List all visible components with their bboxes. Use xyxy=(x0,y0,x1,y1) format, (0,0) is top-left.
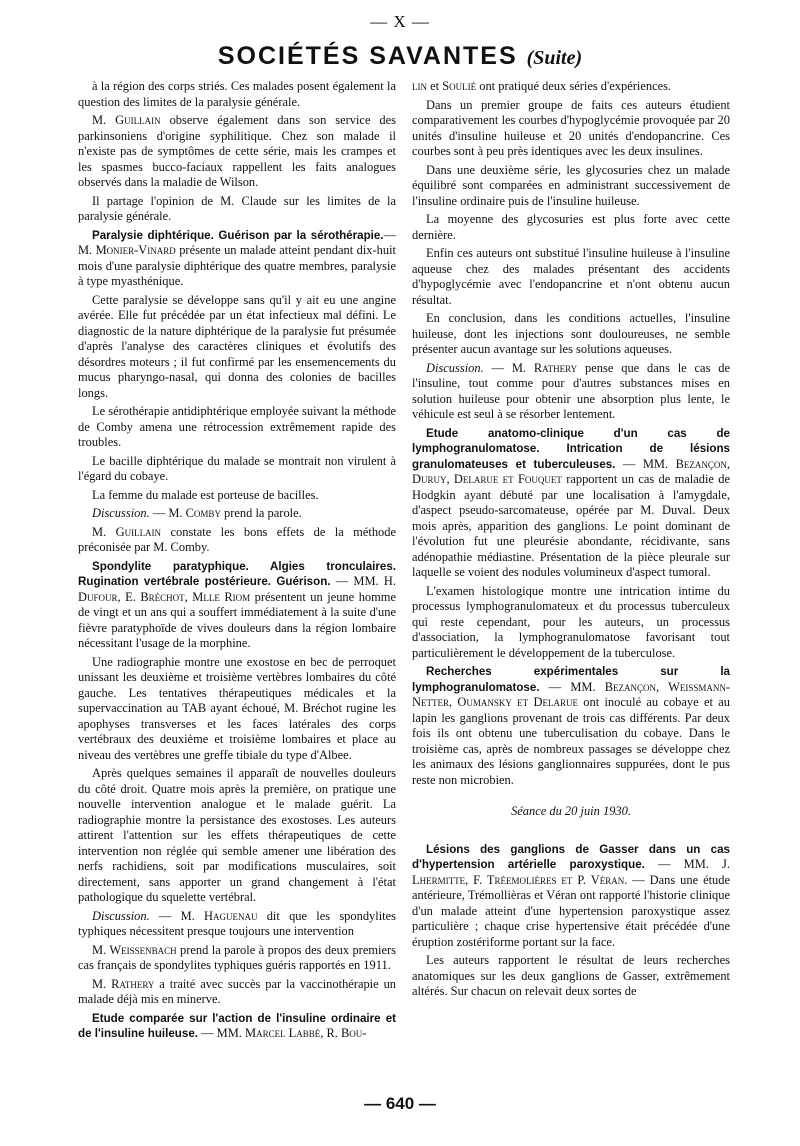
author-names: M. Rathery xyxy=(92,976,155,991)
left-paragraph xyxy=(78,1011,396,1042)
session-date: Séance du 20 juin 1930. xyxy=(511,804,631,818)
title-text: SOCIÉTÉS SAVANTES xyxy=(217,42,518,70)
page-number: — 640 — xyxy=(364,1094,436,1113)
discussion-label: Discussion. xyxy=(426,360,484,375)
section-heading: Spondylite paratyphique. Algies tronculaires. Rugination vertébrale postérieure. Guérison. xyxy=(78,559,396,588)
section-heading: Etude comparée sur l'action de l'insuline ordinaire et de l'insuline huileuse. xyxy=(78,1011,396,1040)
left-paragraph xyxy=(78,488,396,504)
paragraph-text: Les auteurs rapportent le résultat de leurs recherches anatomiques sur les deux ganglions de Gasser, extrêmement altérés. Sur chacun on relevait deux sortes de xyxy=(412,953,730,998)
right-paragraph xyxy=(412,584,730,662)
paragraph-text: pense que dans le cas de l'insuline, tout comme pour d'autres substances mises en solution huileuse pour obtenir une absorption plus lente, le véhicule est seul à se résorber lentement. xyxy=(412,360,730,421)
left-paragraph xyxy=(78,909,396,940)
left-paragraph xyxy=(78,113,396,191)
right-paragraph xyxy=(412,246,730,308)
right-paragraph xyxy=(412,163,730,210)
author-names: — M. Monier-Vinard xyxy=(78,227,396,257)
paragraph-text: — Dans une étude antérieure, Trémollièras et Véran ont rapporté l'historie clinique d'un malade atteint d'une hypertension paroxystique assez particulière ; chaque crise hypertensive était précédée d'une éruption zostériforme portant sur la face. xyxy=(412,872,730,949)
paragraph-text: La moyenne des glycosuries est plus forte avec cette dernière. xyxy=(412,212,730,242)
discussion-label: Discussion. xyxy=(92,908,150,923)
section-heading: Paralysie diphtérique. Guérison par la sérothérapie. xyxy=(92,228,384,242)
paragraph-text: dit que les spondylites typhiques nécessitent presque toujours une intervention xyxy=(78,908,396,938)
page-folio: — X — xyxy=(370,12,430,31)
left-paragraph xyxy=(78,454,396,485)
left-paragraph xyxy=(78,977,396,1008)
paragraph-text: et xyxy=(427,79,443,93)
paragraph-text: Une radiographie montre une exostose en bec de perroquet unissant les deuxième et troisième vertèbres lombaires du côté gauche. Les tentatives thérapeutiques médicales et la supervaccination au TAB ayant échoué, M. Bréchot rugine les apophyses transverses et les faces latérales des corps vertébraux des deuxième et troisième lombaires et place au niveau des vertèbres une greffe tibiale du type d'Albee. xyxy=(78,654,396,762)
author-names: Soulié xyxy=(442,79,477,93)
paragraph-text: présentent un jeune homme de vingt et un ans qui a souffert immédiatement à la suite d'une fièvre paratyphoïde de vives douleurs dans la région lombaire nécessitant l'usage de la morphine. xyxy=(78,589,396,650)
paragraph-text: ont pratiqué deux séries d'expériences. xyxy=(476,79,672,93)
author-names: — MM. J. Lhermitte, F. Tréemolières et P. Véran. xyxy=(412,857,730,887)
author-names: — MM. Bezançon, Duruy, Delarue et Fouquet xyxy=(412,456,730,486)
paragraph-text: Il partage l'opinion de M. Claude sur les limites de la paralysie générale. xyxy=(78,193,396,223)
right-paragraph xyxy=(412,842,730,951)
paragraph-text: rapportent un cas de maladie de Hodgkin ayant débuté par une localisation à l'amygdale, d'aspect pseudo-sarcomateuse, opérée par M. Duval. Deux mois après, apparition des ganglions. Le point dominant de l'évolution fut une pleurésie abondante, récidivante, sans adénopathie médiastine. Présentation de la pièce pleurale sur laquelle se voient des nodules volumineux d'aspect tumoral. xyxy=(412,472,730,579)
right-paragraph xyxy=(412,953,730,1000)
section-heading: Recherches expérimentales sur la lymphogranulomatose. xyxy=(412,665,730,694)
paragraph-text: observe également dans son service des parkinsoniens d'origine syphilitique. Chez son malade il n'existe pas de symptômes de cette série, mais les crampes et les spasmes bucco-faciaux rappellent les faits analogues observés dans la maladie de Wilson. xyxy=(78,113,396,189)
paragraph-text: Cette paralysie se développe sans qu'il y ait eu une angine avérée. Elle fut précédée par un état infectieux mal défini. Le diagnostic de la nature diphtérique de la paralysie fut présumée d'après l'analyse des caractères cliniques et évolutifs des désordres moteurs ; il fut confirmé par les ensemencements du mucus pharyngo-nasal, qui donna des colonies de bacilles longs. xyxy=(78,292,396,400)
author-names: — M. Haguenau xyxy=(149,908,258,923)
left-paragraph xyxy=(78,766,396,906)
paragraph-text: Le bacille diphtérique du malade se montrait non virulent à l'égard du cobaye. xyxy=(78,453,396,483)
paragraph-text: En conclusion, dans les conditions actuelles, l'insuline huileuse, dont les injections sont douloureuses, ne semble présenter aucun avantage sur les solutions aqueuses. xyxy=(412,311,730,356)
paragraph-text: Enfin ces auteurs ont substitué l'insuline huileuse à l'insuline aqueuse chez des malades présentant des accidents d'hypoglycémie avec l'endopancrine et n'ont obtenu aucun résultat. xyxy=(412,246,730,307)
left-paragraph xyxy=(78,194,396,225)
author-names: — M. Rathery xyxy=(483,360,578,375)
paragraph-text: présente un malade atteint pendant dix-huit mois d'une paralysie diphtérique des quatre membres, paralysie à type myasthénique. xyxy=(78,243,396,288)
paragraph-text: a traité avec succès par la vaccinothérapie un malade déjà mis en minerve. xyxy=(78,976,396,1006)
left-paragraph xyxy=(78,506,396,522)
right-paragraph xyxy=(412,311,730,358)
left-column xyxy=(78,79,396,1087)
author-names: — MM. Bezançon, Weissmann-Netter, Oumansky et Delarue xyxy=(412,679,730,709)
paragraph-text: L'examen histologique montre une intrication intime du processus lymphogranulomateux et du processus tuberculeux qui reste cependant, pour les auteurs, un processus d'association, la lymphogranulomatose favorisant tout particulièrement le développement de la tuberculose. xyxy=(412,583,730,660)
left-paragraph xyxy=(78,525,396,556)
paragraph-text: Le sérothérapie antidiphtérique employée suivant la méthode de Comby amena une rétrocession extrêmement rapide des troubles. xyxy=(78,404,396,449)
paragraph-text: Dans une deuxième série, les glycosuries chez un malade équilibré sont comparées en administrant successivement de l'insuline ordinaire puis de l'insuline huileuse. xyxy=(412,162,730,208)
left-paragraph xyxy=(78,559,396,652)
paragraph-text: Après quelques semaines il apparaît de nouvelles douleurs du côté droit. Quatre mois après la première, on pratique une nouvelle intervention analogue et le malade guérit. La radiographie montre la persistance des exostoses. Les auteurs attirent l'attention sur les effets thérapeutiques de cette intervention non réglée qui semble amener une libération des nerfs rachidiens, soit par modifications musculaires, soit directement, sans apporter un grand changement à l'état pathologique du squelette vertébral. xyxy=(78,766,396,904)
right-paragraph xyxy=(412,212,730,243)
page-title xyxy=(0,42,800,71)
author-names: M. Guillain xyxy=(92,113,161,127)
discussion-label: Discussion. xyxy=(92,506,150,520)
author-names: lin xyxy=(412,79,427,93)
paragraph-text: La femme du malade est porteuse de bacilles. xyxy=(92,487,319,502)
paragraph-text: ont inoculé au cobaye et au lapin les ganglions provenant de trois cas différents. Par deux fois ils ont obtenu une tuberculisation du cobaye. Dans le troisième cas, après de nombreux passages se développe chez les animaux des lésions ganglionnaires suppurées, dont le pus reste non microbien. xyxy=(412,695,730,787)
section-heading: Etude anatomo-clinique d'un cas de lymphogranulomatose. Intrication de lésions granulomateuses et tuberculeuses. xyxy=(412,426,730,471)
author-names: — M. Comby xyxy=(149,506,221,520)
left-paragraph xyxy=(78,943,396,974)
paragraph-text: constate les bons effets de la méthode préconisée par M. Comby. xyxy=(78,524,396,554)
paragraph-text: à la région des corps striés. Ces malades posent également la question des limites de la paralysie générale. xyxy=(78,79,396,109)
title-suffix: (Suite) xyxy=(526,47,583,69)
paragraph-text: prend la parole à propos des deux premiers cas français de spondylites typhiques guéris rapportés en 1911. xyxy=(78,942,396,972)
paragraph-text: prend la parole. xyxy=(220,506,302,520)
right-paragraph xyxy=(412,664,730,788)
author-names: — MM. H. Dufour, E. Bréchot, Mlle Riom xyxy=(78,574,396,604)
left-paragraph xyxy=(78,404,396,451)
right-paragraph xyxy=(412,426,730,581)
left-paragraph xyxy=(78,79,396,110)
right-paragraph xyxy=(412,361,730,423)
author-names: M. Weissenbach xyxy=(92,942,177,957)
section-heading: Lésions des ganglions de Gasser dans un cas d'hypertension artérielle paroxystique. xyxy=(412,842,730,871)
left-paragraph xyxy=(78,293,396,402)
paragraph-text: Dans un premier groupe de faits ces auteurs étudient comparativement les courbes d'hypoglycémie provoquée par 20 unités d'insuline huileuse et 20 unités d'endopancrine. Ces courbes sont à peu près identiques avec les deux insulines. xyxy=(412,97,730,158)
right-column xyxy=(412,79,730,1087)
author-names: M. Guillain xyxy=(92,524,162,539)
left-paragraph xyxy=(78,655,396,764)
author-names: — MM. Marcel Labbé, R. Bou- xyxy=(198,1026,367,1040)
right-paragraph xyxy=(412,98,730,160)
left-paragraph xyxy=(78,228,396,290)
right-paragraph xyxy=(412,79,730,95)
